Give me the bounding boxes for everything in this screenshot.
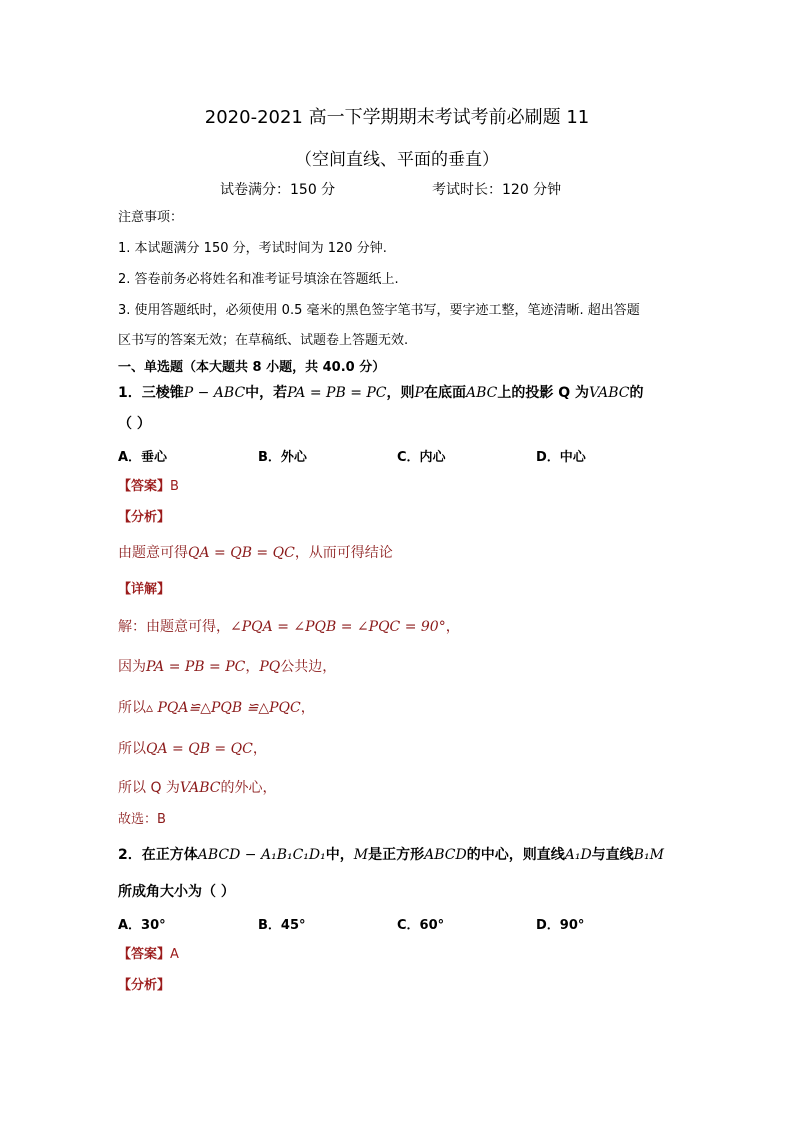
q2-math: B₁M (633, 847, 664, 863)
q1-detail-line-5 (118, 778, 276, 798)
q1-text: 上的投影 Q 为 (497, 385, 589, 401)
note-item-4: 区书写的答案无效；在草稿纸、试题卷上答题无效. (118, 333, 409, 348)
q1-option-c: C．内心 (397, 450, 446, 465)
q2-option-b: B．45° (258, 918, 306, 933)
q2-text: 的中心，则直线 (466, 847, 565, 863)
final-label: 故选： (118, 812, 158, 827)
detail-text: 所以 Q 为 (118, 780, 180, 796)
detail-text: 解：由题意可得， (118, 619, 230, 635)
detail-math: ▵ PQA≌△PQB ≌△PQC (146, 700, 301, 716)
q1-text: ，则 (386, 385, 415, 401)
detail-text: 所以 (118, 741, 146, 757)
q2-text: 是正方形 (368, 847, 425, 863)
q1-analysis-label: 【分析】 (118, 510, 171, 525)
q1-math: VABC (588, 385, 630, 401)
q1-text: 在底面 (423, 385, 466, 401)
q2-text: 中， (325, 847, 354, 863)
detail-text: ， (245, 659, 260, 675)
q1-analysis-text (118, 543, 393, 563)
q1-text: 中，若 (245, 385, 288, 401)
detail-text: 公共边， (280, 659, 337, 675)
detail-math: PQ (259, 659, 281, 675)
analysis-text: 由题意可得 (118, 545, 188, 561)
detail-text: 因为 (118, 659, 146, 675)
q1-math: PA = PB = PC (287, 385, 387, 401)
q1-math: P − ABC (183, 385, 246, 401)
q2-math: ABCD − A₁B₁C₁D₁ (197, 847, 326, 863)
detail-math: PA = PB = PC (146, 659, 246, 675)
q1-bracket: （ ） (118, 416, 151, 432)
q2-option-c: C．60° (397, 918, 445, 933)
final-value: B (157, 812, 166, 827)
q2-math: A₁D (564, 847, 592, 863)
q2-stem (118, 845, 664, 865)
q2-math: ABCD (424, 847, 467, 863)
q2-option-d: D．90° (536, 918, 585, 933)
detail-text: ， (300, 700, 315, 716)
q1-answer (118, 477, 179, 497)
q1-math: P (414, 385, 424, 401)
q1-detail-line-4 (118, 739, 267, 759)
q1-detail-line-1 (118, 617, 460, 637)
q1-text: 的 (629, 385, 644, 401)
exam-duration: 考试时长：120 分钟 (432, 182, 562, 198)
detail-math: VABC (179, 780, 221, 796)
q2-option-a: A．30° (118, 918, 166, 933)
page-subtitle: （空间直线、平面的垂直） (295, 150, 499, 170)
detail-text: 的外心， (220, 780, 277, 796)
q1-final-choice (118, 810, 166, 830)
full-score: 试卷满分：150 分 (220, 182, 336, 198)
answer-label: 【答案】 (118, 479, 171, 494)
q1-detail-line-2 (118, 657, 336, 677)
section1-heading: 一、单选题（本大题共 8 小题，共 40.0 分） (118, 360, 386, 375)
q2-math: M (353, 847, 369, 863)
q1-option-a: A．垂心 (118, 450, 168, 465)
page-title: 2020-2021 高一下学期期末考试考前必刷题 11 (204, 107, 590, 128)
q1-detail-label: 【详解】 (118, 582, 171, 597)
detail-math: QA = QB = QC (146, 741, 253, 757)
analysis-text: ，从而可得结论 (294, 545, 393, 561)
answer-label: 【答案】 (118, 947, 171, 962)
analysis-math: QA = QB = QC (188, 545, 295, 561)
q1-option-b: B．外心 (258, 450, 307, 465)
q2-answer (118, 945, 179, 965)
detail-text: 所以 (118, 700, 146, 716)
detail-text: ， (252, 741, 267, 757)
q1-math: ABC (465, 385, 498, 401)
q1-stem (118, 383, 644, 403)
q2-stem-line-2: 所成角大小为（ ） (118, 884, 235, 900)
answer-value: B (170, 479, 179, 494)
q1-detail-line-3 (118, 698, 315, 718)
answer-value: A (170, 947, 179, 962)
note-item-1: 1. 本试题满分 150 分，考试时间为 120 分钟. (118, 241, 387, 256)
q2-analysis-label: 【分析】 (118, 978, 171, 993)
notes-heading: 注意事项： (118, 210, 184, 225)
q1-option-d: D．中心 (536, 450, 586, 465)
detail-math: ∠PQA = ∠PQB = ∠PQC = 90° (230, 619, 446, 635)
note-item-2: 2. 答卷前务必将姓名和准考证号填涂在答题纸上. (118, 272, 399, 287)
note-item-3: 3. 使用答题纸时，必须使用 0.5 毫米的黑色签字笔书写，要字迹工整，笔迹清晰. 超出答题 (118, 303, 640, 318)
q2-text: 2．在正方体 (118, 847, 198, 863)
detail-text: ， (445, 619, 460, 635)
q2-text: 与直线 (591, 847, 634, 863)
q1-text: 1．三棱锥 (118, 385, 184, 401)
